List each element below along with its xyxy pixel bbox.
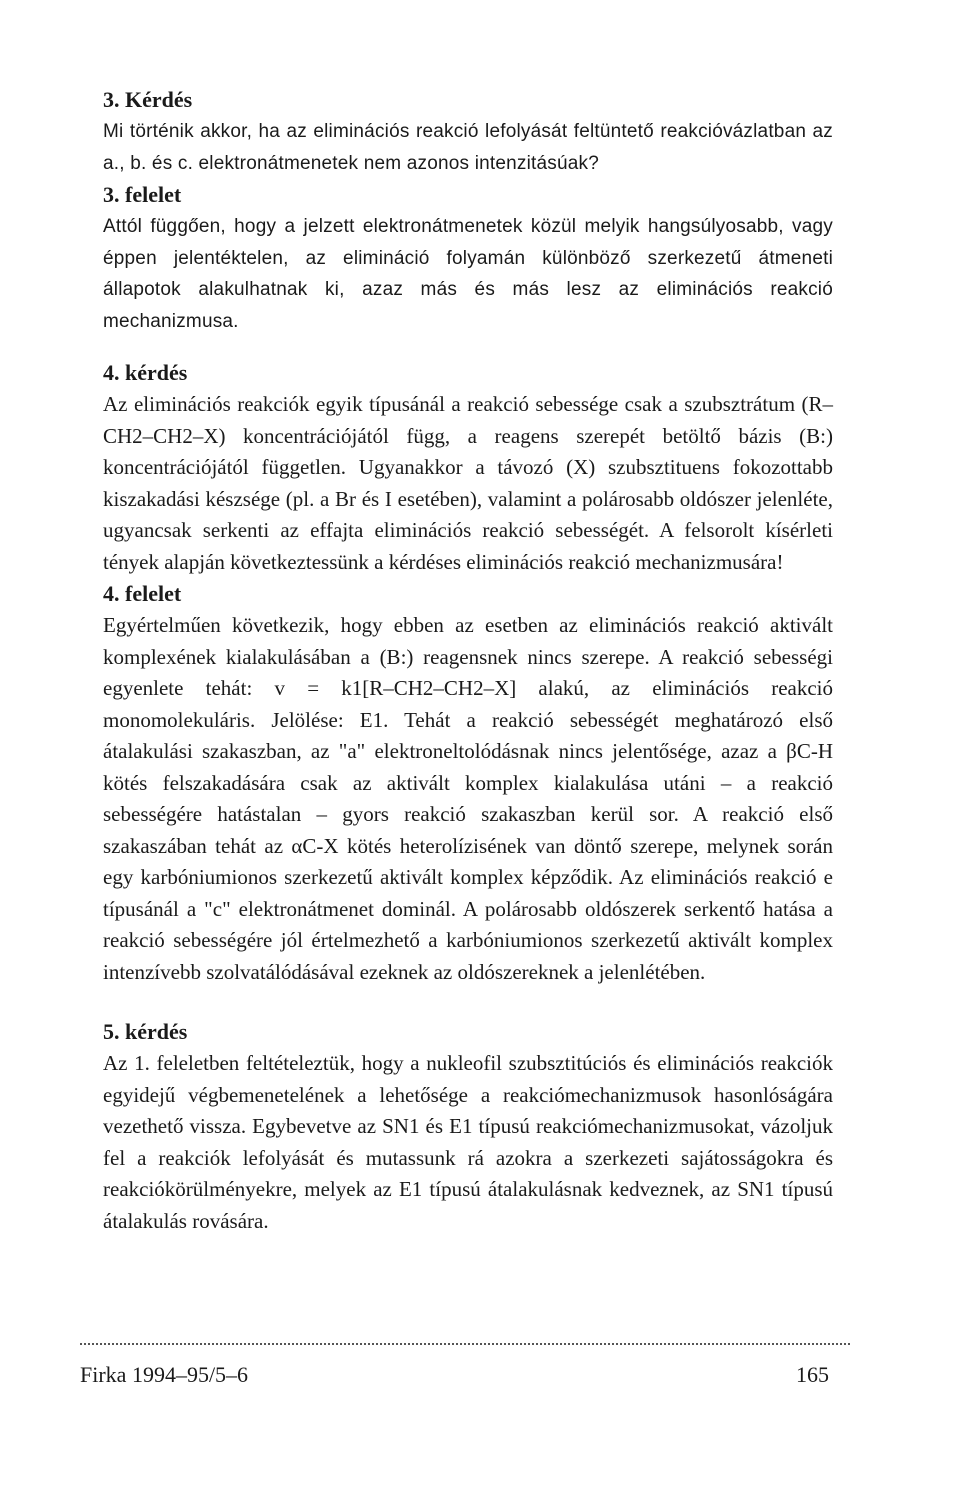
question-5-text: Az 1. feleletben feltételeztük, hogy a nukleofil szubsztitúciós és eliminációs reakciók egyidejű végbemenetelének a lehetősége a reakciómechanizmusok hasonlóságára vezethető vissza. Egybevetve az SN1 és E1 típusú reakciómechanizmusokat, vázoljuk fel a reakciók lefolyását és mutassunk rá azokra a szerkezeti sajátosságokra és reakciókörülményekre, melyek az E1 típusú átalakulásnak kedveznek, az SN1 típusú átalakulás rovására. <box>103 1051 833 1233</box>
answer-4-text: Egyértelműen következik, hogy ebben az esetben az eliminációs reakció aktivált komplexének kialakulásában a (B:) reagensnek nincs szerepe. A reakció sebességi egyenlete tehát: v = k1[R–CH2–CH2–X] alakú, az eliminációs reakció monomolekuláris. Jelölése: E1. Tehát a reakció sebességét meghatározó első átalakulási szakaszban, az "a" elektroneltolódásnak nincs jelentősége, azaz a βC-H kötés felszakadására csak az aktivált komplex kialakulása utáni – a reakció sebességére hatástalan – gyors reakció szakaszban kerül sor. A reakció első szakaszában tehát az αC-X kötés heterolízisének van döntő szerepe, melynek során egy karbóniumionos szerkezetű aktivált komplex képződik. Az eliminációs reakció e típusánál a "c" elektronátmenet dominál. A polárosabb oldószerek serkentő hatása a reakció sebességére jól értelmezhető a karbóniumionos szerkezetű aktivált komplex intenzívebb szolvatálódásával ezeknek az oldószereknek a jelenlétében. <box>103 613 833 984</box>
answer-3-text: Attól függően, hogy a jelzett elektronátmenetek közül melyik hangsúlyosabb, vagy éppen jelentéktelen, az elimináció folyamán különböző szerkezetű átmeneti állapotok alakulhatnak ki, azaz más és más lesz az eliminációs reakció mechanizmusa. <box>103 216 833 332</box>
question-4-text: Az eliminációs reakciók egyik típusánál a reakció sebessége csak a szubsztrátum (R–CH2–CH2–X) koncentrációjától függ, a reagens szerepét betöltő bázis (B:) koncentrációjától független. Ugyanakkor a távozó (X) szubsztituens fokozottabb kiszakadási készsége (pl. a Br és I esetében), valamint a polárosabb oldószer jelenléte, ugyancsak serkenti az effajta eliminációs reakció sebességét. A felsorolt kísérleti tények alapján következtessünk a kérdéses eliminációs reakció mechanizmusára! <box>103 392 833 574</box>
question-3-text: Mi történik akkor, ha az eliminációs reakció lefolyását feltüntető reakcióvázlatban az a., b. és c. elektronátmenetek nem azonos intenzitásúak? <box>103 121 833 174</box>
answer-4-heading: 4. felelet <box>103 581 182 606</box>
journal-issue: Firka 1994–95/5–6 <box>80 1362 249 1387</box>
question-4-heading: 4. kérdés <box>103 360 188 385</box>
footer-divider <box>80 1343 850 1345</box>
page-number: 165 <box>796 1362 829 1387</box>
question-3-heading: 3. Kérdés <box>103 87 193 112</box>
page-content <box>103 84 833 1237</box>
question-5-heading: 5. kérdés <box>103 1019 188 1044</box>
answer-3-heading: 3. felelet <box>103 182 182 207</box>
